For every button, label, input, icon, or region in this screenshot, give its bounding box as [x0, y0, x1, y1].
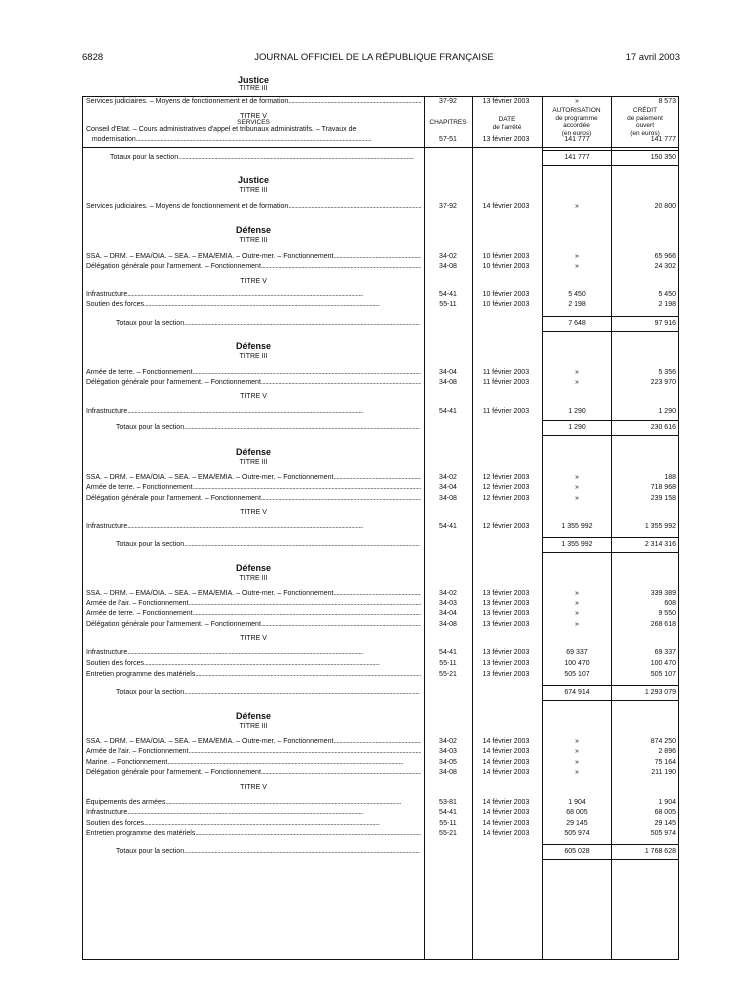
- autorisation-cell: 1 290: [568, 408, 586, 415]
- credit-cell: 505 107: [650, 671, 676, 678]
- service-cell: [116, 319, 421, 329]
- service-label: Entretien programme des matériels: [86, 830, 196, 837]
- credit-cell: 223 970: [650, 379, 676, 386]
- col-header-credit-line: (en euros): [630, 129, 660, 137]
- service-label: SSA. – DRM. – EMA/OIA. – SEA. – EMA/EMIA. – Outre-mer. – Fonctionnement: [86, 738, 334, 745]
- autorisation-cell: »: [575, 748, 579, 755]
- service-label: Services judiciaires. – Moyens de fonctionnement et de formation: [86, 98, 289, 105]
- autorisation-cell: 141 777: [564, 154, 590, 161]
- credit-cell: 188: [664, 474, 676, 481]
- date-cell: 14 février 2003: [482, 203, 530, 210]
- table-row: [83, 589, 678, 599]
- autorisation-cell: »: [575, 495, 579, 502]
- service-cell: [86, 599, 421, 609]
- chapitre-cell: 54-41: [439, 408, 457, 415]
- service-cell: [86, 290, 421, 300]
- autorisation-cell: 605 028: [564, 848, 590, 855]
- service-label: Armée de terre. – Fonctionnement: [86, 610, 193, 617]
- service-label: Infrastructure: [86, 649, 128, 656]
- service-cell: [110, 153, 421, 163]
- service-cell: [86, 135, 421, 145]
- date-cell: 13 février 2003: [482, 600, 530, 607]
- chapitre-cell: 37-92: [439, 203, 457, 210]
- chapitre-cell: 34-03: [439, 600, 457, 607]
- section-heading: Défense: [235, 563, 271, 573]
- service-cell: [86, 252, 421, 262]
- service-label: SSA. – DRM. – EMA/OIA. – SEA. – EMA/EMIA. – Outre-mer. – Fonctionnement: [86, 474, 334, 481]
- autorisation-cell: 100 470: [564, 660, 590, 667]
- table-row: [83, 798, 678, 808]
- date-cell: 10 février 2003: [482, 253, 530, 260]
- autorisation-cell: 1 355 992: [561, 541, 593, 548]
- col-header-auth-line: (en euros): [561, 129, 592, 137]
- service-label: Conseil d'Etat. – Cours administratives d'appel et tribunaux administratifs. – Travaux de: [86, 126, 357, 133]
- table-row: [83, 522, 678, 532]
- service-label: Armée de l'air. – Fonctionnement: [86, 600, 189, 607]
- table-row: [83, 747, 678, 757]
- total-box: [542, 844, 678, 860]
- autorisation-cell: »: [575, 484, 579, 491]
- chapitre-cell: 54-41: [439, 291, 457, 298]
- section-heading: Défense: [235, 447, 271, 457]
- autorisation-cell: »: [575, 369, 579, 376]
- date-cell: 10 février 2003: [482, 263, 530, 270]
- service-cell: [86, 473, 421, 483]
- credit-cell: 230 616: [650, 424, 676, 431]
- autorisation-cell: 1 290: [568, 424, 586, 431]
- service-label: modernisation: [86, 136, 136, 143]
- service-cell: [116, 847, 421, 857]
- total-box: [542, 685, 678, 701]
- autorisation-cell: »: [575, 98, 579, 105]
- total-box: [542, 150, 678, 166]
- date-cell: 14 février 2003: [482, 809, 530, 816]
- titre-heading: TITRE III: [239, 723, 268, 730]
- service-cell: [86, 494, 421, 504]
- chapitre-cell: 34-02: [439, 253, 457, 260]
- service-cell: [86, 620, 421, 630]
- chapitre-cell: 37-92: [439, 98, 457, 105]
- chapitre-cell: 34-08: [439, 263, 457, 270]
- table-row: [83, 97, 678, 107]
- table-row: [83, 378, 678, 388]
- date-cell: 10 février 2003: [482, 291, 530, 298]
- table-row: [83, 300, 678, 310]
- credit-cell: 874 250: [650, 738, 676, 745]
- table-row: [83, 252, 678, 262]
- credit-cell: 1 290: [658, 408, 676, 415]
- service-cell: [86, 300, 421, 310]
- credit-cell: 239 158: [650, 495, 676, 502]
- date-cell: 12 février 2003: [482, 484, 530, 491]
- date-cell: 13 février 2003: [482, 98, 530, 105]
- credit-cell: 2 314 316: [644, 541, 676, 548]
- credit-cell: 1 768 628: [644, 848, 676, 855]
- autorisation-cell: 2 198: [568, 301, 586, 308]
- service-cell: [86, 368, 421, 378]
- table-row: [83, 262, 678, 272]
- service-label: SSA. – DRM. – EMA/OIA. – SEA. – EMA/EMIA. – Outre-mer. – Fonctionnement: [86, 590, 334, 597]
- service-label: Armée de terre. – Fonctionnement: [86, 484, 193, 491]
- table-row: [83, 648, 678, 658]
- table-row: [83, 768, 678, 778]
- autorisation-cell: 29 145: [566, 820, 588, 827]
- table-row: [83, 135, 678, 145]
- credit-cell: 65 966: [654, 253, 676, 260]
- table-row: [83, 620, 678, 630]
- col-header-services: SERVICES: [237, 119, 270, 126]
- credit-cell: 20 800: [654, 203, 676, 210]
- service-label: Soutien des forces: [86, 301, 144, 308]
- credit-cell: 1 293 079: [644, 689, 676, 696]
- chapitre-cell: 57-51: [439, 136, 457, 143]
- total-box: [542, 316, 678, 332]
- credit-cell: 5 450: [658, 291, 676, 298]
- table-row: [83, 819, 678, 829]
- autorisation-cell: 7 648: [568, 320, 586, 327]
- table-row: [83, 808, 678, 818]
- credit-cell: 5 356: [658, 369, 676, 376]
- table-row: [83, 758, 678, 768]
- service-cell: [86, 659, 421, 669]
- titre-heading: TITRE III: [239, 237, 268, 244]
- autorisation-cell: »: [575, 379, 579, 386]
- titre-heading: TITRE V: [240, 635, 267, 642]
- chapitre-cell: 34-08: [439, 769, 457, 776]
- date-cell: 13 février 2003: [482, 610, 530, 617]
- date-cell: 14 février 2003: [482, 830, 530, 837]
- credit-cell: 339 389: [650, 590, 676, 597]
- autorisation-cell: »: [575, 263, 579, 270]
- chapitre-cell: 34-04: [439, 610, 457, 617]
- autorisation-cell: »: [575, 759, 579, 766]
- table-row: [83, 290, 678, 300]
- titre-heading: TITRE V: [240, 784, 267, 791]
- chapitre-cell: 55-21: [439, 671, 457, 678]
- credit-cell: 100 470: [650, 660, 676, 667]
- date-cell: 11 février 2003: [482, 379, 530, 386]
- section-heading: Justice: [237, 75, 270, 85]
- credits-table: [82, 75, 679, 960]
- date-cell: 14 février 2003: [482, 738, 530, 745]
- credit-cell: 97 916: [654, 320, 676, 327]
- table-row: [83, 737, 678, 747]
- autorisation-cell: 141 777: [564, 136, 590, 143]
- autorisation-cell: 69 337: [566, 649, 588, 656]
- date-cell: 12 février 2003: [482, 523, 530, 530]
- service-label: Infrastructure: [86, 523, 128, 530]
- chapitre-cell: 34-04: [439, 369, 457, 376]
- table-row: [83, 483, 678, 493]
- chapitre-cell: 55-11: [439, 820, 457, 827]
- publication-date: 17 avril 2003: [625, 52, 680, 63]
- date-cell: 13 février 2003: [482, 671, 530, 678]
- autorisation-cell: 5 450: [568, 291, 586, 298]
- table-row: [83, 494, 678, 504]
- date-cell: 13 février 2003: [482, 660, 530, 667]
- service-label: Infrastructure: [86, 408, 128, 415]
- titre-heading: TITRE V: [240, 509, 267, 516]
- table-row: [83, 609, 678, 619]
- credit-cell: 1 904: [658, 799, 676, 806]
- titre-heading: TITRE V: [240, 393, 267, 400]
- chapitre-cell: 55-21: [439, 830, 457, 837]
- chapitre-cell: 34-04: [439, 484, 457, 491]
- service-cell: [116, 423, 421, 433]
- table-row: [83, 599, 678, 609]
- credit-cell: 718 968: [650, 484, 676, 491]
- autorisation-cell: »: [575, 203, 579, 210]
- chapitre-cell: 54-41: [439, 649, 457, 656]
- service-cell: [116, 688, 421, 698]
- date-cell: 14 février 2003: [482, 769, 530, 776]
- chapitre-cell: 34-03: [439, 748, 457, 755]
- service-cell: [86, 125, 421, 135]
- autorisation-cell: »: [575, 610, 579, 617]
- service-cell: [86, 829, 421, 839]
- autorisation-cell: 505 107: [564, 671, 590, 678]
- col-header-auth-line: de programme: [555, 114, 598, 122]
- credit-cell: 68 005: [654, 809, 676, 816]
- chapitre-cell: 34-05: [439, 759, 457, 766]
- credit-cell: 29 145: [654, 820, 676, 827]
- credit-cell: 150 350: [650, 154, 676, 161]
- service-cell: [86, 97, 421, 107]
- service-cell: [86, 589, 421, 599]
- autorisation-cell: 1 904: [568, 799, 586, 806]
- page-number: 6828: [82, 52, 104, 63]
- col-header-chapitres: CHAPITRES: [429, 119, 467, 126]
- col-header-auth-line: AUTORISATION: [552, 107, 601, 114]
- journal-title: JOURNAL OFFICIEL DE LA RÉPUBLIQUE FRANÇAISE: [254, 52, 494, 63]
- service-cell: [86, 522, 421, 532]
- service-cell: [86, 737, 421, 747]
- autorisation-cell: »: [575, 738, 579, 745]
- credit-cell: 268 618: [650, 621, 676, 628]
- date-cell: 14 février 2003: [482, 820, 530, 827]
- service-cell: [86, 670, 421, 680]
- autorisation-cell: »: [575, 769, 579, 776]
- table-row: [83, 473, 678, 483]
- chapitre-cell: 34-08: [439, 379, 457, 386]
- autorisation-cell: 674 914: [564, 689, 590, 696]
- credit-cell: 1 355 992: [644, 523, 676, 530]
- date-cell: 13 février 2003: [482, 621, 530, 628]
- credit-cell: 75 164: [654, 759, 676, 766]
- service-label: Armée de l'air. – Fonctionnement: [86, 748, 189, 755]
- service-cell: [86, 648, 421, 658]
- chapitre-cell: 34-02: [439, 474, 457, 481]
- table-row: [83, 829, 678, 839]
- service-cell: [86, 407, 421, 417]
- table-row: [83, 125, 678, 135]
- service-label: Soutien des forces: [86, 820, 144, 827]
- autorisation-cell: »: [575, 253, 579, 260]
- col-header-credit-line: ouvert: [635, 122, 655, 129]
- chapitre-cell: 34-08: [439, 621, 457, 628]
- service-label: Entretien programme des matériels: [86, 671, 196, 678]
- table-row: [83, 407, 678, 417]
- date-cell: 12 février 2003: [482, 495, 530, 502]
- service-label: Infrastructure: [86, 809, 128, 816]
- service-cell: [86, 768, 421, 778]
- titre-heading: TITRE III: [239, 353, 268, 360]
- section-heading: Défense: [235, 341, 271, 351]
- service-label: Armée de terre. – Fonctionnement: [86, 369, 193, 376]
- credit-cell: 141 777: [650, 136, 676, 143]
- section-heading: Défense: [235, 711, 271, 721]
- service-label: Infrastructure: [86, 291, 128, 298]
- date-cell: 11 février 2003: [482, 369, 530, 376]
- service-label: Délégation générale pour l'armement. – Fonctionnement: [86, 263, 261, 270]
- chapitre-cell: 34-02: [439, 590, 457, 597]
- autorisation-cell: 1 355 992: [561, 523, 593, 530]
- titre-heading: TITRE III: [239, 575, 268, 582]
- date-cell: 11 février 2003: [482, 408, 530, 415]
- chapitre-cell: 34-08: [439, 495, 457, 502]
- titre-heading: TITRE V: [240, 113, 267, 120]
- service-label: Totaux pour la section: [110, 154, 179, 161]
- titre-heading: TITRE III: [239, 85, 268, 92]
- service-cell: [86, 262, 421, 272]
- service-cell: [86, 609, 421, 619]
- service-label: SSA. – DRM. – EMA/OIA. – SEA. – EMA/EMIA. – Outre-mer. – Fonctionnement: [86, 253, 334, 260]
- chapitre-cell: 55-11: [439, 660, 457, 667]
- chapitre-cell: 54-41: [439, 523, 457, 530]
- date-cell: 14 février 2003: [482, 759, 530, 766]
- table-row: [83, 202, 678, 212]
- col-header-date-line: DATE: [498, 116, 516, 123]
- chapitre-cell: 55-11: [439, 301, 457, 308]
- titre-heading: TITRE III: [239, 459, 268, 466]
- service-label: Délégation générale pour l'armement. – Fonctionnement: [86, 495, 261, 502]
- chapitre-cell: 34-02: [439, 738, 457, 745]
- col-header-credit-line: CRÉDIT: [632, 107, 658, 114]
- date-cell: 10 février 2003: [482, 301, 530, 308]
- col-header-date-line: de l'arrêté: [492, 123, 522, 131]
- credit-cell: 505 974: [650, 830, 676, 837]
- service-label: Totaux pour la section: [116, 320, 185, 327]
- credit-cell: 2 198: [658, 301, 676, 308]
- col-header-credit-line: de paiement: [627, 114, 663, 122]
- service-label: Délégation générale pour l'armement. – Fonctionnement: [86, 621, 261, 628]
- date-cell: 13 février 2003: [482, 649, 530, 656]
- service-cell: [86, 819, 421, 829]
- credit-cell: 2 896: [658, 748, 676, 755]
- service-cell: [86, 202, 421, 212]
- service-label: Services judiciaires. – Moyens de fonctionnement et de formation: [86, 203, 289, 210]
- autorisation-cell: »: [575, 621, 579, 628]
- credit-cell: 69 337: [654, 649, 676, 656]
- service-label: Soutien des forces: [86, 660, 144, 667]
- date-cell: 13 février 2003: [482, 590, 530, 597]
- date-cell: 13 février 2003: [482, 136, 530, 143]
- credit-cell: 24 302: [654, 263, 676, 270]
- col-header-auth-line: accordée: [563, 122, 590, 129]
- header-divider: [83, 147, 678, 148]
- section-heading: Justice: [237, 175, 270, 185]
- autorisation-cell: 68 005: [566, 809, 588, 816]
- service-cell: [86, 378, 421, 388]
- credit-cell: 211 190: [651, 769, 676, 776]
- service-cell: [86, 483, 421, 493]
- titre-heading: TITRE V: [240, 278, 267, 285]
- credit-cell: 9 550: [658, 610, 676, 617]
- chapitre-cell: 53-81: [439, 799, 457, 806]
- total-box: [542, 537, 678, 553]
- service-cell: [116, 540, 421, 550]
- titre-heading: TITRE III: [239, 187, 268, 194]
- service-label: Marine. – Fonctionnement: [86, 759, 168, 766]
- service-cell: [86, 758, 421, 768]
- date-cell: 14 février 2003: [482, 799, 530, 806]
- table-row: [83, 368, 678, 378]
- service-label: Équipements des armées: [86, 799, 166, 806]
- credit-cell: 8 573: [658, 98, 676, 105]
- service-cell: [86, 798, 421, 808]
- credit-cell: 608: [664, 600, 676, 607]
- service-label: Totaux pour la section: [116, 541, 185, 548]
- section-heading: Défense: [235, 225, 271, 235]
- chapitre-cell: 54-41: [439, 809, 457, 816]
- service-cell: [86, 808, 421, 818]
- date-cell: 12 février 2003: [482, 474, 530, 481]
- autorisation-cell: »: [575, 600, 579, 607]
- autorisation-cell: »: [575, 474, 579, 481]
- service-cell: [86, 747, 421, 757]
- date-cell: 14 février 2003: [482, 748, 530, 755]
- total-box: [542, 420, 678, 436]
- table-row: [83, 659, 678, 669]
- autorisation-cell: »: [575, 590, 579, 597]
- table-row: [83, 670, 678, 680]
- autorisation-cell: 505 974: [564, 830, 590, 837]
- service-label: Délégation générale pour l'armement. – Fonctionnement: [86, 379, 261, 386]
- service-label: Délégation générale pour l'armement. – Fonctionnement: [86, 769, 261, 776]
- service-label: Totaux pour la section: [116, 848, 185, 855]
- service-label: Totaux pour la section: [116, 689, 185, 696]
- service-label: Totaux pour la section: [116, 424, 185, 431]
